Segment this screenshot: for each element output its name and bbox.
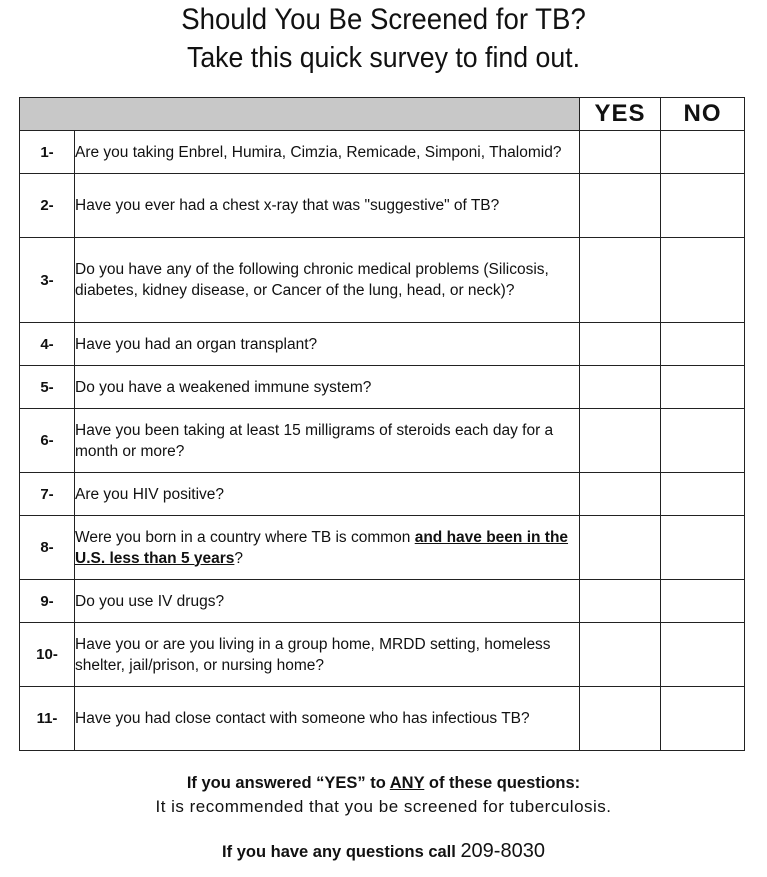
no-checkbox-cell[interactable] <box>661 516 745 580</box>
no-checkbox-cell[interactable] <box>661 323 745 366</box>
no-checkbox-cell[interactable] <box>661 174 745 238</box>
column-header-yes: YES <box>580 98 661 131</box>
yes-checkbox-cell[interactable] <box>580 580 661 623</box>
table-row <box>20 516 745 580</box>
question-number: 7- <box>20 473 75 516</box>
yes-checkbox-cell[interactable] <box>580 516 661 580</box>
yes-checkbox-cell[interactable] <box>580 409 661 473</box>
question-text: Have you had close contact with someone who has infectious TB? <box>75 687 580 751</box>
question-text: Have you been taking at least 15 milligrams of steroids each day for a month or more? <box>75 409 580 473</box>
page-title: Should You Be Screened for TB? <box>181 3 586 36</box>
yes-checkbox-cell[interactable] <box>580 323 661 366</box>
question-text-end: ? <box>234 549 244 567</box>
page-subtitle: Take this quick survey to find out. <box>187 42 580 74</box>
footer-contact <box>0 840 767 863</box>
question-number: 1- <box>20 131 75 174</box>
question-text: Have you had an organ transplant? <box>75 323 580 366</box>
question-text: Have you or are you living in a group home, MRDD setting, homeless shelter, jail/prison, or nursing home? <box>75 623 580 687</box>
question-text: Do you use IV drugs? <box>75 580 580 623</box>
yes-checkbox-cell[interactable] <box>580 623 661 687</box>
header-blank <box>20 98 580 131</box>
yes-checkbox-cell[interactable] <box>580 238 661 323</box>
table-row <box>20 366 745 409</box>
question-text: Do you have any of the following chronic medical problems (Silicosis, diabetes, kidney disease, or Cancer of the lung, head, or neck)? <box>75 238 580 323</box>
yes-checkbox-cell[interactable] <box>580 366 661 409</box>
question-number: 4- <box>20 323 75 366</box>
question-number: 5- <box>20 366 75 409</box>
question-number: 9- <box>20 580 75 623</box>
footer-contact-label: If you have any questions call <box>222 843 461 861</box>
no-checkbox-cell[interactable] <box>661 131 745 174</box>
question-text-plain: Were you born in a country where TB is common <box>75 528 415 546</box>
question-number: 2- <box>20 174 75 238</box>
question-text: Do you have a weakened immune system? <box>75 366 580 409</box>
table-row <box>20 174 745 238</box>
survey-table <box>19 97 745 751</box>
footer-instruction-end: of these questions: <box>424 774 581 792</box>
question-text: Have you ever had a chest x-ray that was "suggestive" of TB? <box>75 174 580 238</box>
question-number: 11- <box>20 687 75 751</box>
yes-checkbox-cell[interactable] <box>580 174 661 238</box>
question-text: Are you taking Enbrel, Humira, Cimzia, Remicade, Simponi, Thalomid? <box>75 131 580 174</box>
question-number: 6- <box>20 409 75 473</box>
footer-instruction-emphasis: ANY <box>389 774 425 792</box>
table-row <box>20 409 745 473</box>
question-number: 8- <box>20 516 75 580</box>
footer-instruction <box>0 774 767 793</box>
table-row <box>20 623 745 687</box>
no-checkbox-cell[interactable] <box>661 687 745 751</box>
question-number: 3- <box>20 238 75 323</box>
no-checkbox-cell[interactable] <box>661 409 745 473</box>
table-row <box>20 238 745 323</box>
question-number: 10- <box>20 623 75 687</box>
question-text <box>75 516 580 580</box>
no-checkbox-cell[interactable] <box>661 580 745 623</box>
yes-checkbox-cell[interactable] <box>580 131 661 174</box>
phone-number: 209-8030 <box>460 840 545 862</box>
footer-instruction-start: If you answered “YES” to <box>186 774 390 792</box>
no-checkbox-cell[interactable] <box>661 238 745 323</box>
question-text: Are you HIV positive? <box>75 473 580 516</box>
yes-checkbox-cell[interactable] <box>580 687 661 751</box>
column-header-no: NO <box>661 98 745 131</box>
table-row <box>20 131 745 174</box>
table-row <box>20 580 745 623</box>
footer-recommendation: It is recommended that you be screened for tuberculosis. <box>155 797 612 816</box>
table-header-row <box>20 98 745 131</box>
yes-checkbox-cell[interactable] <box>580 473 661 516</box>
table-row <box>20 473 745 516</box>
table-row <box>20 687 745 751</box>
no-checkbox-cell[interactable] <box>661 473 745 516</box>
question-text-emphasis: and have been in the U.S. less than 5 years <box>75 528 569 567</box>
table-row <box>20 323 745 366</box>
no-checkbox-cell[interactable] <box>661 366 745 409</box>
no-checkbox-cell[interactable] <box>661 623 745 687</box>
